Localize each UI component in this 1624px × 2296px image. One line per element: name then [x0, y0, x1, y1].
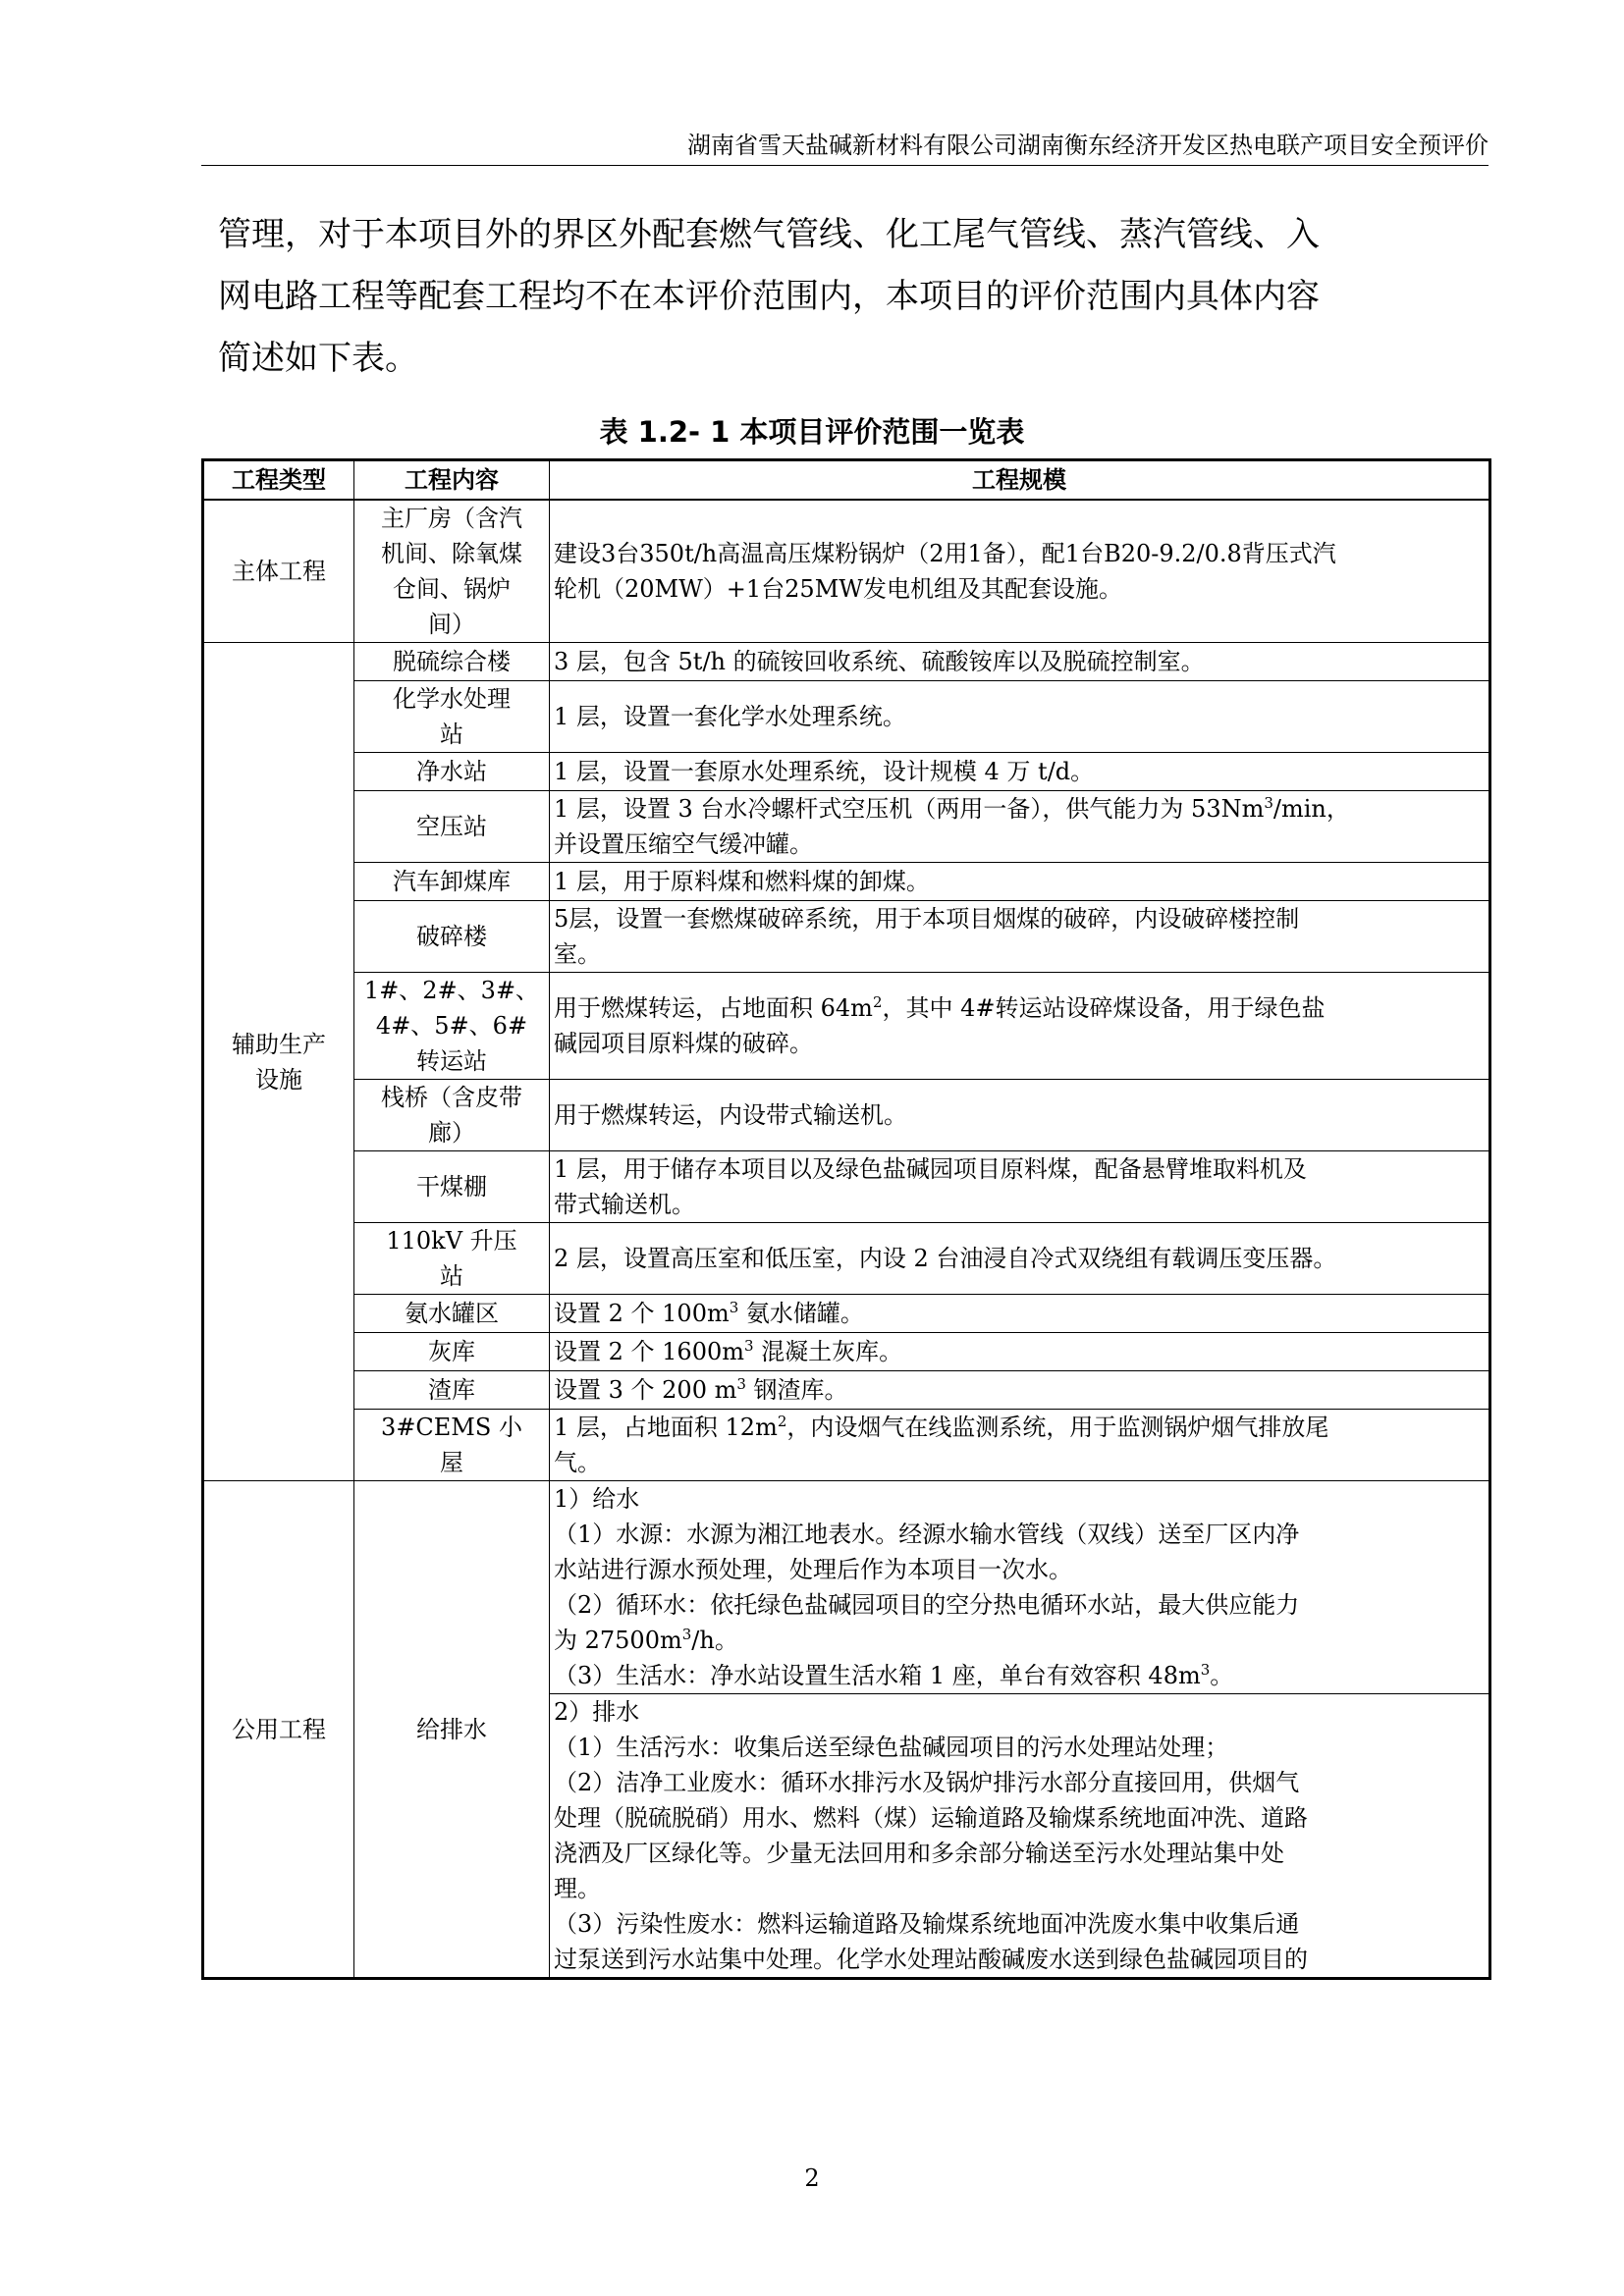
scale-cell	[550, 1371, 1490, 1410]
text-span: 钢渣库。	[745, 1376, 848, 1404]
content-cell	[354, 500, 550, 643]
scale-cell	[550, 1151, 1490, 1223]
scale-cell: 1 层，设置一套原水处理系统，设计规模 4 万 t/d。	[550, 753, 1490, 791]
superscript: 2	[872, 993, 883, 1011]
cell-line	[554, 1410, 1485, 1445]
intro-line: 管理，对于本项目外的界区外配套燃气管线、化工尾气管线、蒸汽管线、入	[218, 215, 1320, 254]
text-span: 。	[1210, 1662, 1234, 1689]
table-row	[203, 753, 1490, 791]
superscript: 3	[736, 1375, 746, 1393]
cell-line: 化学水处理	[393, 685, 511, 713]
cell-line: 浇洒及厂区绿化等。少量无法回用和多余部分输送至污水处理站集中处	[554, 1840, 1284, 1867]
table-row	[203, 1223, 1490, 1295]
cell-line: 110kV 升压	[386, 1227, 517, 1255]
scale-cell	[550, 1333, 1490, 1371]
text-span: 设置 3 个 200 m	[554, 1376, 737, 1404]
content-cell	[354, 1080, 550, 1151]
col-header-content: 工程内容	[354, 460, 550, 501]
text-span: ，其中 4#转运站设碎煤设备，用于绿色盐	[882, 994, 1326, 1022]
table-row	[203, 681, 1490, 753]
cell-line: 处理（脱硫脱硝）用水、燃料（煤）运输道路及输煤系统地面冲洗、道路	[554, 1804, 1308, 1832]
cell-line: 1）给水	[554, 1485, 640, 1513]
header-rule	[201, 165, 1489, 166]
scale-cell	[550, 791, 1490, 863]
cell-line: 室。	[554, 940, 601, 968]
cell-line: 间）	[428, 611, 475, 638]
scale-cell: 3 层，包含 5t/h 的硫铵回收系统、硫酸铵库以及脱硫控制室。	[550, 643, 1490, 681]
text-span: 1 层，设置 3 台水冷螺杆式空压机（两用一备），供气能力为 53Nm	[554, 795, 1265, 823]
table-row	[203, 1080, 1490, 1151]
running-header: 湖南省雪天盐碱新材料有限公司湖南衡东经济开发区热电联产项目安全预评价	[687, 132, 1489, 159]
cell-line: （1）生活污水：收集后送至绿色盐碱园项目的污水处理站处理；	[554, 1734, 1229, 1761]
cell-line: 屋	[440, 1449, 463, 1476]
text-span: 混凝土灰库。	[753, 1338, 903, 1365]
table-caption: 表 1.2- 1 本项目评价范围一览表	[599, 415, 1025, 449]
scale-cell: 1 层，用于原料煤和燃料煤的卸煤。	[550, 863, 1490, 901]
scale-cell	[550, 901, 1490, 973]
table-row	[203, 1481, 1490, 1694]
type-cell: 公用工程	[203, 1481, 354, 1979]
scale-cell: 1 层，设置一套化学水处理系统。	[550, 681, 1490, 753]
content-cell: 汽车卸煤库	[354, 863, 550, 901]
cell-line: 转运站	[416, 1047, 487, 1075]
cell-line: 过泵送到污水站集中处理。化学水处理站酸碱废水送到绿色盐碱园项目的	[554, 1946, 1308, 1973]
table-row	[203, 500, 1490, 643]
cell-line: 碱园项目原料煤的破碎。	[554, 1030, 813, 1057]
scale-cell	[550, 1410, 1490, 1481]
cell-line: 栈桥（含皮带	[381, 1084, 522, 1111]
cell-line: 建设3台350t/h高温高压煤粉锅炉（2用1备），配1台B20-9.2/0.8背压式汽	[554, 540, 1336, 567]
cell-line: （3）污染性废水：燃料运输道路及输煤系统地面冲洗废水集中收集后通	[554, 1910, 1300, 1938]
text-span: 用于燃煤转运，占地面积 64m	[554, 994, 873, 1022]
table-row	[203, 863, 1490, 901]
text-span: /h。	[691, 1627, 738, 1654]
cell-line: 3#CEMS 小	[381, 1414, 522, 1441]
table-header-row	[203, 460, 1490, 501]
cell-line: 理。	[554, 1875, 601, 1902]
text-span: 1 层，占地面积 12m	[554, 1414, 778, 1441]
scale-cell-drainage	[550, 1694, 1490, 1979]
cell-line: 1#、2#、3#、	[363, 977, 540, 1004]
intro-line: 简述如下表。	[218, 339, 418, 378]
scope-table	[201, 458, 1491, 1980]
cell-line: 主厂房（含汽	[381, 505, 522, 532]
col-header-type: 工程类型	[203, 460, 354, 501]
cell-line: 2）排水	[554, 1698, 640, 1726]
content-cell: 空压站	[354, 791, 550, 863]
table-row	[203, 1371, 1490, 1410]
table-row	[203, 1333, 1490, 1371]
cell-line: （2）洁净工业废水：循环水排污水及锅炉排污水部分直接回用，供烟气	[554, 1769, 1300, 1796]
content-cell: 灰库	[354, 1333, 550, 1371]
page-number: 2	[804, 2164, 820, 2192]
cell-line: 站	[440, 1262, 463, 1290]
superscript: 3	[744, 1337, 754, 1355]
scale-cell: 2 层，设置高压室和低压室，内设 2 台油浸自冷式双绕组有载调压变压器。	[550, 1223, 1490, 1295]
content-cell: 净水站	[354, 753, 550, 791]
content-cell: 氨水罐区	[354, 1295, 550, 1333]
superscript: 3	[729, 1299, 739, 1316]
cell-line: 水站进行源水预处理，处理后作为本项目一次水。	[554, 1556, 1072, 1583]
scale-cell	[550, 1295, 1490, 1333]
content-cell: 脱硫综合楼	[354, 643, 550, 681]
superscript: 2	[777, 1413, 787, 1430]
content-cell	[354, 681, 550, 753]
scale-cell: 用于燃煤转运，内设带式输送机。	[550, 1080, 1490, 1151]
text-span: 氨水储罐。	[738, 1300, 864, 1327]
text-span: 设置 2 个 1600m	[554, 1338, 744, 1365]
cell-line	[554, 1623, 1485, 1658]
text-span: 为 27500m	[554, 1627, 682, 1654]
superscript: 3	[1264, 794, 1273, 812]
table-row	[203, 643, 1490, 681]
superscript: 3	[1200, 1661, 1211, 1679]
cell-line: 廊）	[428, 1119, 475, 1147]
cell-line: 气。	[554, 1449, 601, 1476]
scale-cell-water-supply	[550, 1481, 1490, 1694]
text-span: /min，	[1272, 795, 1350, 823]
cell-line	[554, 990, 1485, 1026]
cell-line: 辅助生产	[232, 1030, 326, 1058]
text-span: ，内设烟气在线监测系统，用于监测锅炉烟气排放尾	[786, 1414, 1329, 1441]
cell-line: 机间、除氧煤	[381, 540, 522, 567]
table-row	[203, 973, 1490, 1080]
cell-line: 1 层，用于储存本项目以及绿色盐碱园项目原料煤，配备悬臂堆取料机及	[554, 1155, 1307, 1183]
col-header-scale: 工程规模	[550, 460, 1490, 501]
content-cell	[354, 973, 550, 1080]
cell-line: 5层，设置一套燃煤破碎系统，用于本项目烟煤的破碎，内设破碎楼控制	[554, 905, 1300, 933]
table-row	[203, 901, 1490, 973]
content-cell	[354, 1410, 550, 1481]
cell-line: 4#、5#、6#	[375, 1012, 528, 1040]
cell-line: 并设置压缩空气缓冲罐。	[554, 830, 813, 858]
content-cell: 渣库	[354, 1371, 550, 1410]
text-span: （3）生活水：净水站设置生活水箱 1 座，单台有效容积 48m	[554, 1662, 1201, 1689]
cell-line: （1）水源：水源为湘江地表水。经源水输水管线（双线）送至厂区内净	[554, 1521, 1300, 1548]
content-cell: 干煤棚	[354, 1151, 550, 1223]
content-cell	[354, 1223, 550, 1295]
intro-line: 网电路工程等配套工程均不在本评价范围内，本项目的评价范围内具体内容	[218, 277, 1320, 316]
cell-line: 站	[440, 721, 463, 748]
table-row	[203, 1295, 1490, 1333]
type-cell: 主体工程	[203, 500, 354, 643]
type-cell	[203, 643, 354, 1481]
intro-paragraph	[218, 204, 1485, 390]
cell-line: 带式输送机。	[554, 1191, 695, 1218]
superscript: 3	[681, 1626, 692, 1643]
scale-cell	[550, 973, 1490, 1080]
text-span: 设置 2 个 100m	[554, 1300, 730, 1327]
scale-cell	[550, 500, 1490, 643]
content-cell: 破碎楼	[354, 901, 550, 973]
cell-line: 轮机（20MW）+1台25MW发电机组及其配套设施。	[554, 575, 1122, 603]
content-cell: 给排水	[354, 1481, 550, 1979]
cell-line	[554, 1658, 1485, 1693]
cell-line: （2）循环水：依托绿色盐碱园项目的空分热电循环水站，最大供应能力	[554, 1591, 1300, 1619]
table-row	[203, 1151, 1490, 1223]
table-row	[203, 1410, 1490, 1481]
cell-line	[554, 791, 1485, 827]
cell-line: 仓间、锅炉	[393, 575, 511, 603]
cell-line: 设施	[255, 1065, 302, 1094]
table-row	[203, 791, 1490, 863]
